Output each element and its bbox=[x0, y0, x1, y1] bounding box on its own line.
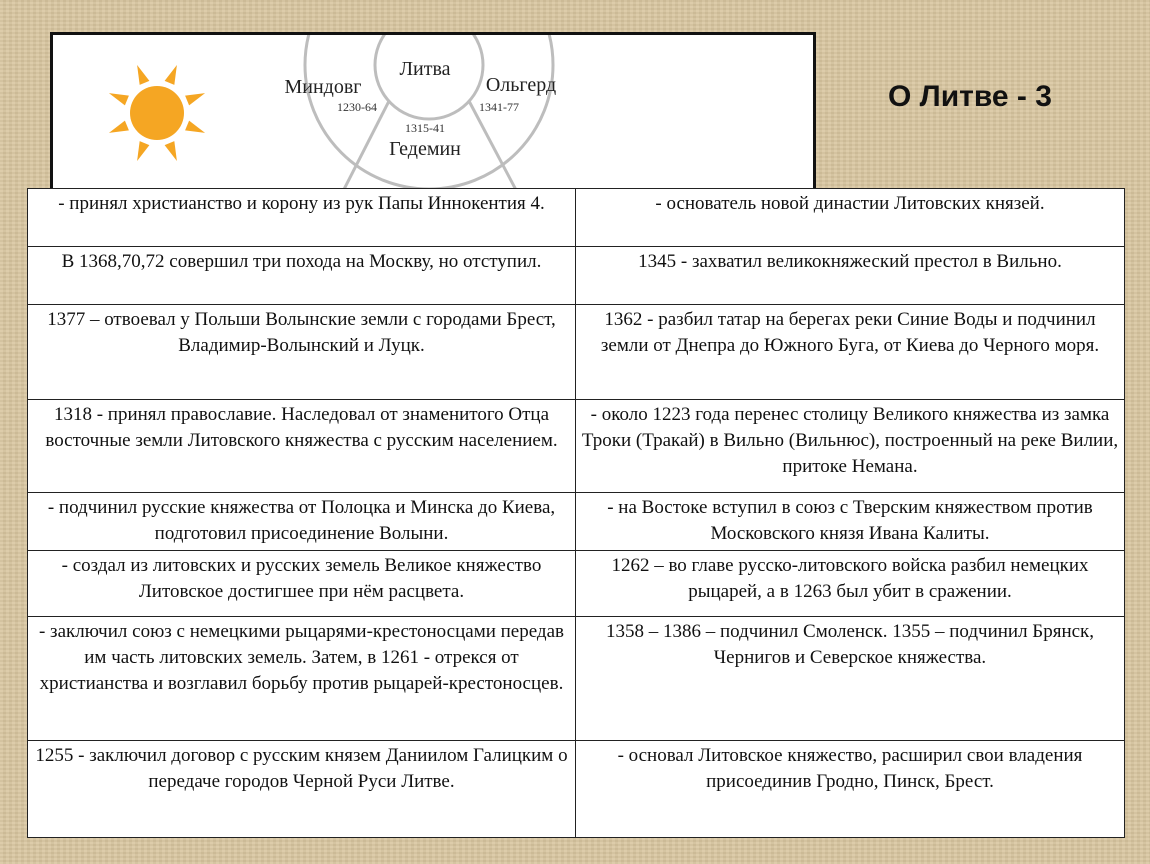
ruler-name-mindovg: Миндовг bbox=[284, 76, 362, 98]
table-row bbox=[28, 741, 1125, 838]
ruler-name-olgerd: Ольгерд bbox=[485, 74, 557, 96]
sun-ray bbox=[109, 93, 129, 105]
table-cell-left: 1255 - заключил договор с русским князем Даниилом Галицким о передаче городов Черной Руси Литве. bbox=[28, 741, 576, 838]
ruler-diagram bbox=[50, 32, 816, 204]
table-row bbox=[28, 189, 1125, 247]
sun-ray bbox=[109, 121, 129, 133]
table-row bbox=[28, 551, 1125, 617]
ruler-years-gedemin: 1315-41 bbox=[405, 121, 445, 135]
table-row bbox=[28, 400, 1125, 493]
table-cell-left: 1318 - принял православие. Наследовал от знаменитого Отца восточные земли Литовского княжества с русским населением. bbox=[28, 400, 576, 493]
table-cell-left: - заключил союз с немецкими рыцарями-крестоносцами передав им часть литовских земель. Затем, в 1261 - отрекся от христианства и возглавил борьбу против рыцарей-крестоносцев. bbox=[28, 617, 576, 741]
table-cell-right: 1345 - захватил великокняжеский престол в Вильно. bbox=[576, 247, 1125, 305]
table-cell-left: - создал из литовских и русских земель Великое княжество Литовское достигшее при нём расцвета. bbox=[28, 551, 576, 617]
slide-title: О Литве - 3 bbox=[888, 80, 1052, 113]
sun-ray bbox=[185, 93, 205, 105]
sun-icon bbox=[109, 65, 205, 161]
table-cell-right: - около 1223 года перенес столицу Великого княжества из замка Троки (Тракай) в Вильно (Вильнюс), построенный на реке Вилии, притоке Немана. bbox=[576, 400, 1125, 493]
table-cell-right: 1262 – во главе русско-литовского войска разбил немецких рыцарей, а в 1263 был убит в сражении. bbox=[576, 551, 1125, 617]
table-cell-left: В 1368,70,72 совершил три похода на Москву, но отступил. bbox=[28, 247, 576, 305]
ruler-name-gedemin: Гедемин bbox=[389, 138, 461, 160]
table-cell-left: 1377 – отвоевал у Польши Волынские земли с городами Брест, Владимир-Волынский и Луцк. bbox=[28, 305, 576, 400]
table-row bbox=[28, 247, 1125, 305]
ruler-years-mindovg: 1230-64 bbox=[337, 100, 377, 114]
center-label: Литва bbox=[399, 58, 451, 80]
table-row bbox=[28, 305, 1125, 400]
table-cell-right: - на Востоке вступил в союз с Тверским княжеством против Московского князя Ивана Калиты. bbox=[576, 493, 1125, 551]
sun-ray bbox=[165, 141, 177, 161]
table-cell-right: - основатель новой династии Литовских князей. bbox=[576, 189, 1125, 247]
sun-ray bbox=[165, 65, 177, 85]
table-cell-right: - основал Литовское княжество, расширил свои владения присоединив Гродно, Пинск, Брест. bbox=[576, 741, 1125, 838]
table-cell-right: 1362 - разбил татар на берегах реки Синие Воды и подчинил земли от Днепра до Южного Буга, от Киева до Черного моря. bbox=[576, 305, 1125, 400]
ruler-years-olgerd: 1341-77 bbox=[479, 100, 519, 114]
sun-ray bbox=[185, 121, 205, 133]
table-cell-left: - подчинил русские княжества от Полоцка и Минска до Киева, подготовил присоединение Волыни. bbox=[28, 493, 576, 551]
facts-table bbox=[27, 188, 1125, 838]
ruler-diagram-graphic bbox=[53, 35, 816, 204]
table-cell-left: - принял христианство и корону из рук Папы Иннокентия 4. bbox=[28, 189, 576, 247]
sun-ray bbox=[137, 141, 149, 161]
table-cell-right: 1358 – 1386 – подчинил Смоленск. 1355 – подчинил Брянск, Чернигов и Северское княжества. bbox=[576, 617, 1125, 741]
sun-ray bbox=[137, 65, 149, 85]
table-row bbox=[28, 493, 1125, 551]
table-row bbox=[28, 617, 1125, 741]
